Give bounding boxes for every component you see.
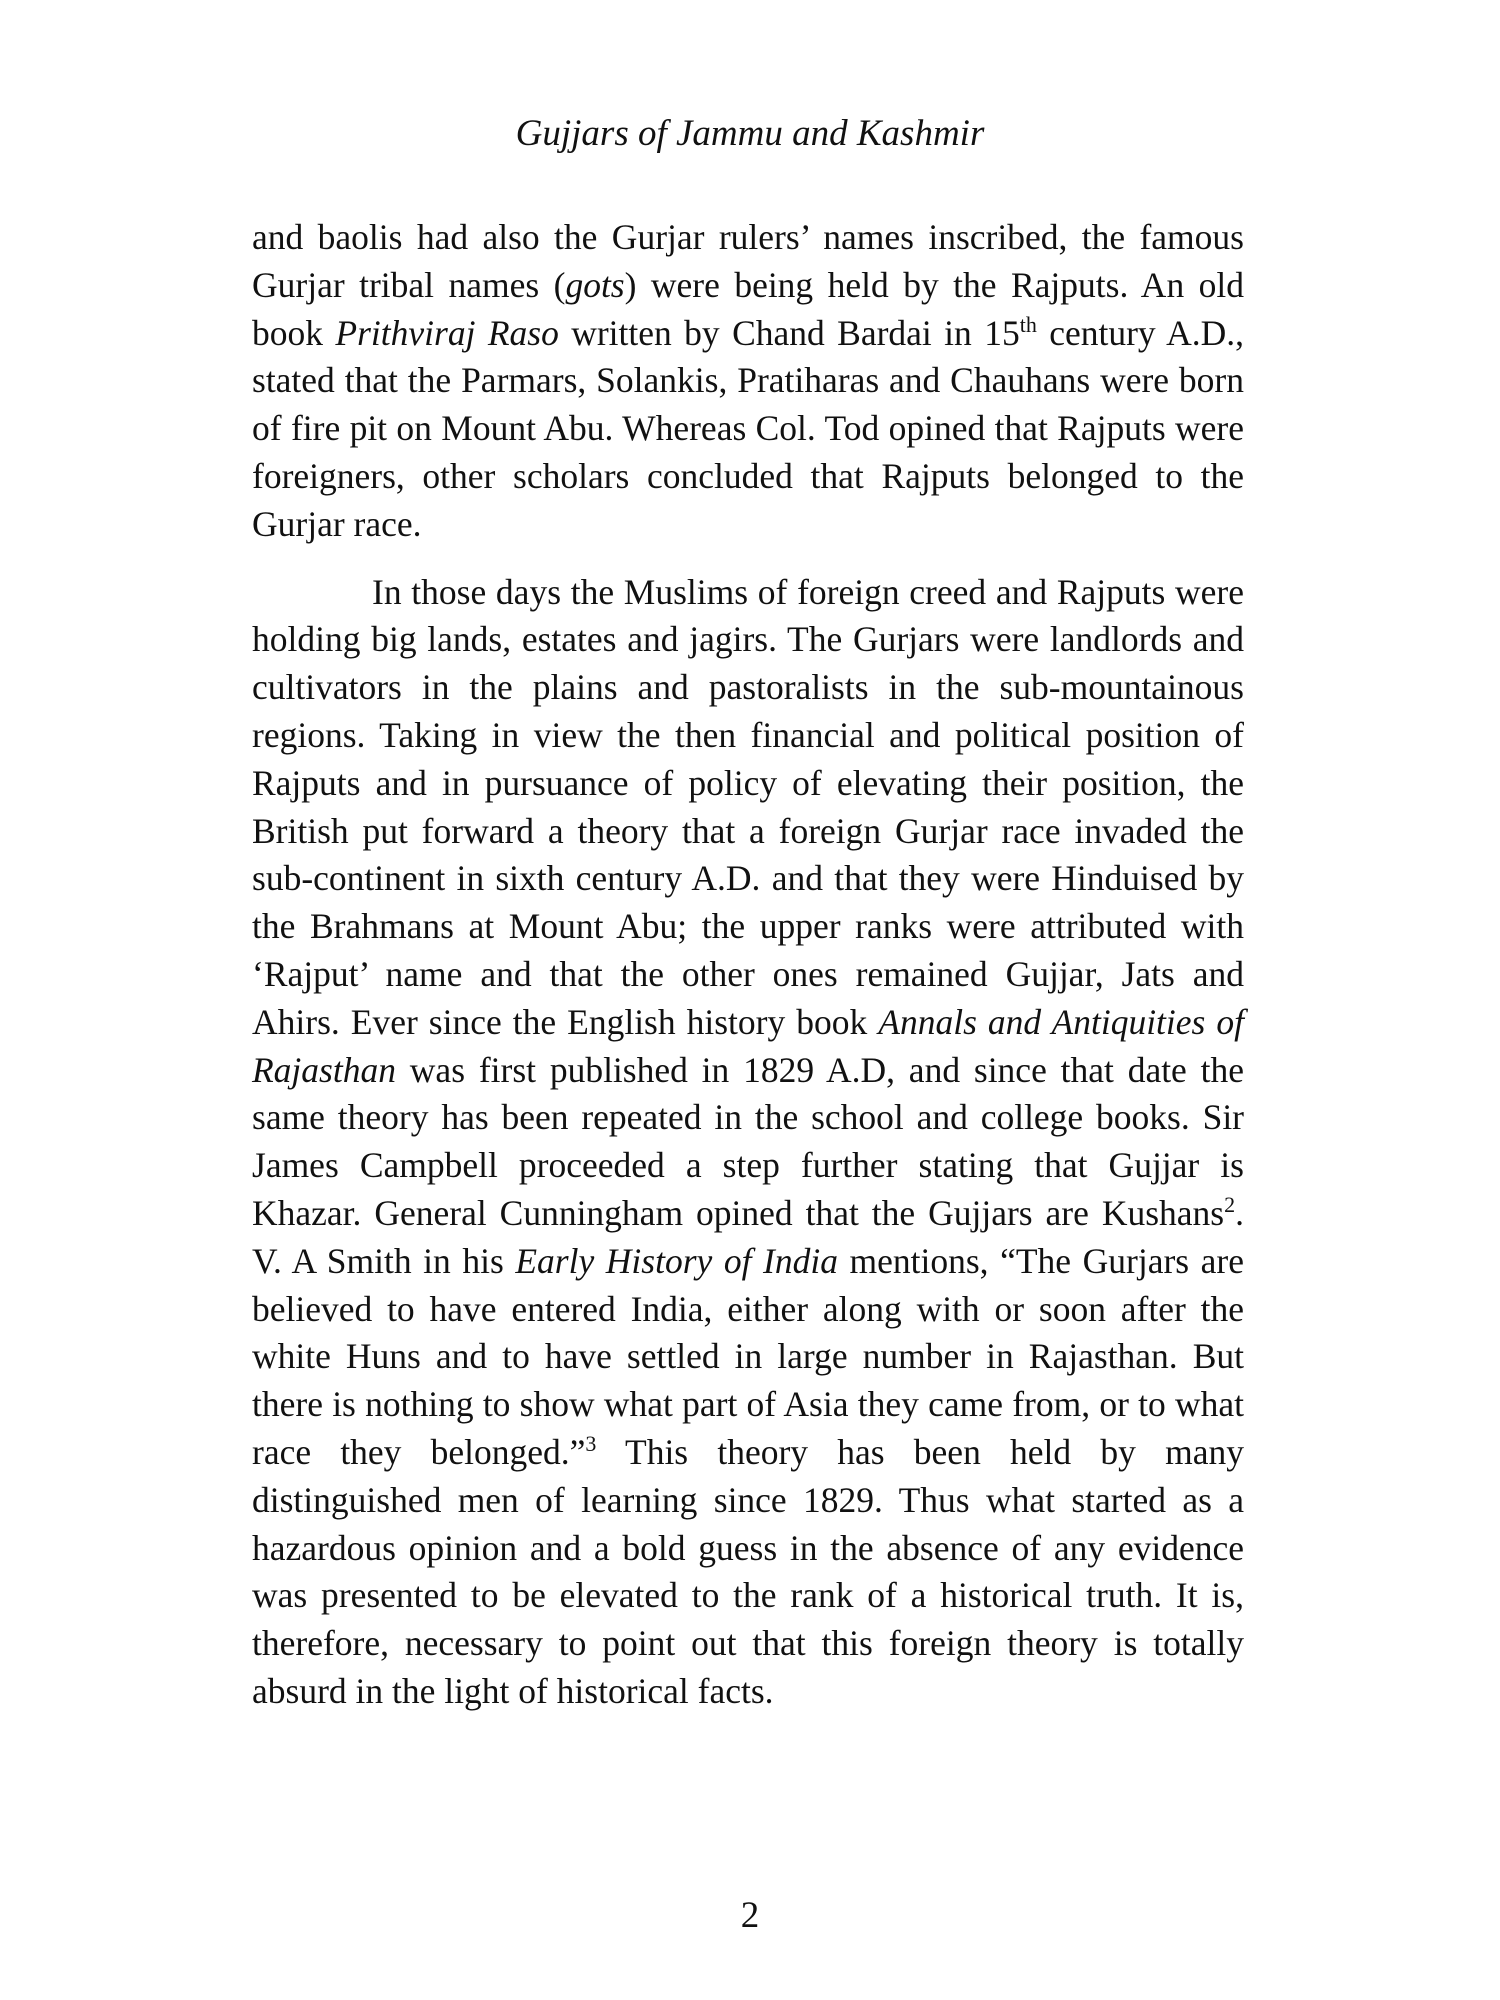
paragraph-1 [252, 214, 1244, 549]
body-text [252, 214, 1244, 1716]
page-number: 2 [740, 1895, 760, 1936]
text-run: written by Chand Bardai in 15 [558, 312, 1020, 353]
footnote-ref-3[interactable]: 3 [585, 1431, 597, 1457]
text-run: century A.D., stated that the Parmars, Solankis, Pratiharas and Chauhans were born of fire pit on Mount Abu. Whereas Col. Tod opined that Rajputs were foreigners, other scholars concluded that Rajputs belonged to the Gurjar race. [252, 312, 1245, 544]
book-title-prithviraj-raso: Prithviraj Raso [335, 312, 559, 353]
running-header-title: Gujjars of Jammu and Kashmir [515, 113, 985, 154]
book-title-annals: Annals and Antiquities of Rajasthan [252, 1001, 1244, 1090]
book-title-early-history: Early History of India [515, 1240, 838, 1281]
italic-term-gots: gots [565, 264, 625, 305]
text-run: mentions, “The Gurjars are believed to have entered India, either along with or soon after the white Huns and to have settled in large number in Rajasthan. But there is nothing to show what part of Asia they came from, or to what race they belonged.” [252, 1240, 1244, 1472]
footnote-ref-2[interactable]: 2 [1224, 1192, 1236, 1218]
text-run: This theory has been held by many distinguished men of learning since 1829. Thus what started as a hazardous opinion and a bold guess in the absence of any evidence was presented to be elevated to the rank of a historical truth. It is, therefore, necessary to point out that this foreign theory is totally absurd in the light of historical facts. [252, 1431, 1244, 1711]
ordinal-superscript: th [1019, 311, 1037, 337]
paragraph-2 [252, 569, 1244, 1716]
text-run: ) were being held by the Rajputs. An old book [252, 264, 1244, 353]
text-run: . V. A Smith in his [252, 1192, 1244, 1281]
text-run: was first published in 1829 A.D, and since that date the same theory has been repeated in the school and college books. Sir James Campbell proceeded a step further stating that Gujjar is Khazar. General Cunningham opined that the Gujjars are Kushans [252, 1049, 1244, 1233]
text-run: and baolis had also the Gurjar rulers’ names inscribed, the famous Gurjar tribal names ( [252, 217, 1244, 305]
text-run: In those days the Muslims of foreign creed and Rajputs were holding big lands, estates and jagirs. The Gurjars were landlords and cultivators in the plains and pastoralists in the sub-mountainous regions. Taking in view the then financial and political position of Rajputs and in pursuance of policy of elevating their position, the British put forward a theory that a foreign Gurjar race invaded the sub-continent in sixth century A.D. and that they were Hinduised by the Brahmans at Mount Abu; the upper ranks were attributed with ‘Rajput’ name and that the other ones remained Gujjar, Jats and Ahirs. Ever since the English history book [252, 571, 1244, 1042]
